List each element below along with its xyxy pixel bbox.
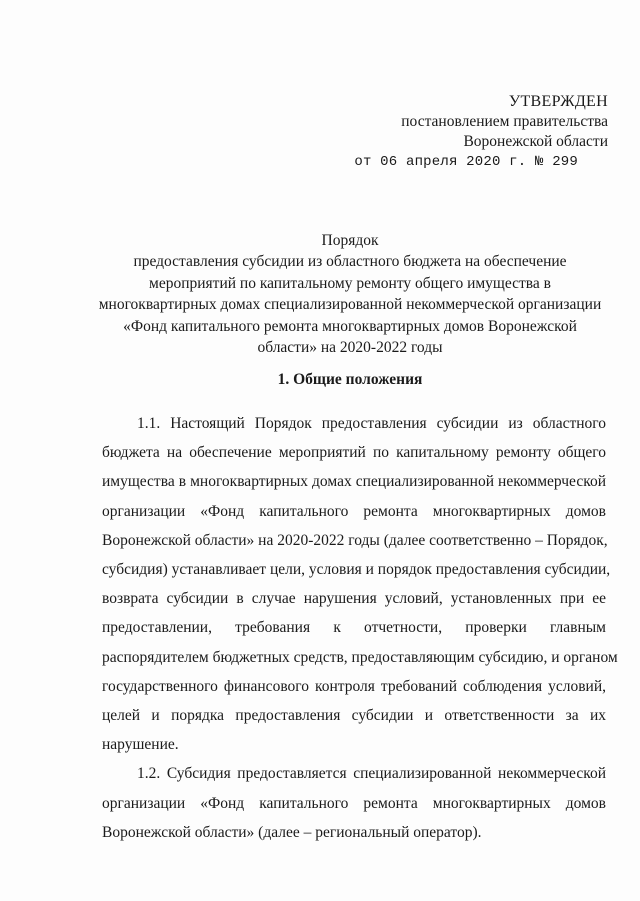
title-line: области» на 2020-2022 годы xyxy=(257,339,443,357)
text-line: распорядителем бюджетных средств, предоставляющим субсидию, и органом xyxy=(102,648,618,666)
paragraph-1-1 xyxy=(102,409,618,759)
paragraph-1-2 xyxy=(102,759,606,847)
text-line: 1.1. Настоящий Порядок предоставления субсидии из областного xyxy=(137,415,606,432)
text-line: государственного финансового контроля требований соблюдения условий, xyxy=(102,677,606,695)
text-line: Воронежской области» (далее – региональный оператор). xyxy=(102,823,482,841)
text-line: имущества в многоквартирных домах специализированной некоммерческой xyxy=(102,473,606,491)
text-line: 1.2. Субсидия предоставляется специализированной некоммерческой xyxy=(137,765,606,783)
text-line: бюджета на обеспечение мероприятий по капитальному ремонту общего xyxy=(102,444,606,462)
text-line: целей и порядка предоставления субсидии и ответственности за их xyxy=(102,707,606,725)
text-line: организации «Фонд капитального ремонта многоквартирных домов xyxy=(102,502,606,520)
section-body xyxy=(102,409,618,847)
title-line: многоквартирных домах специализированной некоммерческой организации xyxy=(98,296,602,314)
title-line: Порядок xyxy=(321,232,379,249)
text-line: субсидия) устанавливает цели, условия и порядок предоставления субсидии, xyxy=(102,561,611,579)
text-line: Воронежской области» на 2020-2022 годы (далее соответственно – Порядок, xyxy=(102,531,608,549)
text-line: организации «Фонд капитального ремонта многоквартирных домов xyxy=(102,794,606,812)
document-title xyxy=(60,230,640,358)
text-line: нарушение. xyxy=(102,736,179,754)
approval-heading: УТВЕРЖДЕН xyxy=(508,93,608,110)
approval-decree-line: постановлением правительства xyxy=(401,113,608,130)
approval-date-number: от 06 апреля 2020 г. № 299 xyxy=(354,154,578,170)
text-line: предоставлении, требования к отчетности, проверки главным xyxy=(102,619,606,637)
title-line: мероприятий по капитальному ремонту общего имущества в xyxy=(149,274,551,292)
section-heading: 1. Общие положения xyxy=(277,371,423,388)
approval-stamp xyxy=(354,92,608,172)
title-line: предоставления субсидии из областного бюджета на обеспечение xyxy=(133,253,567,271)
title-line: «Фонд капитального ремонта многоквартирных домов Воронежской xyxy=(123,317,577,335)
approval-region-line: Воронежской области xyxy=(463,133,608,150)
text-line: возврата субсидии в случае нарушения условий, установленных при ее xyxy=(102,590,606,608)
